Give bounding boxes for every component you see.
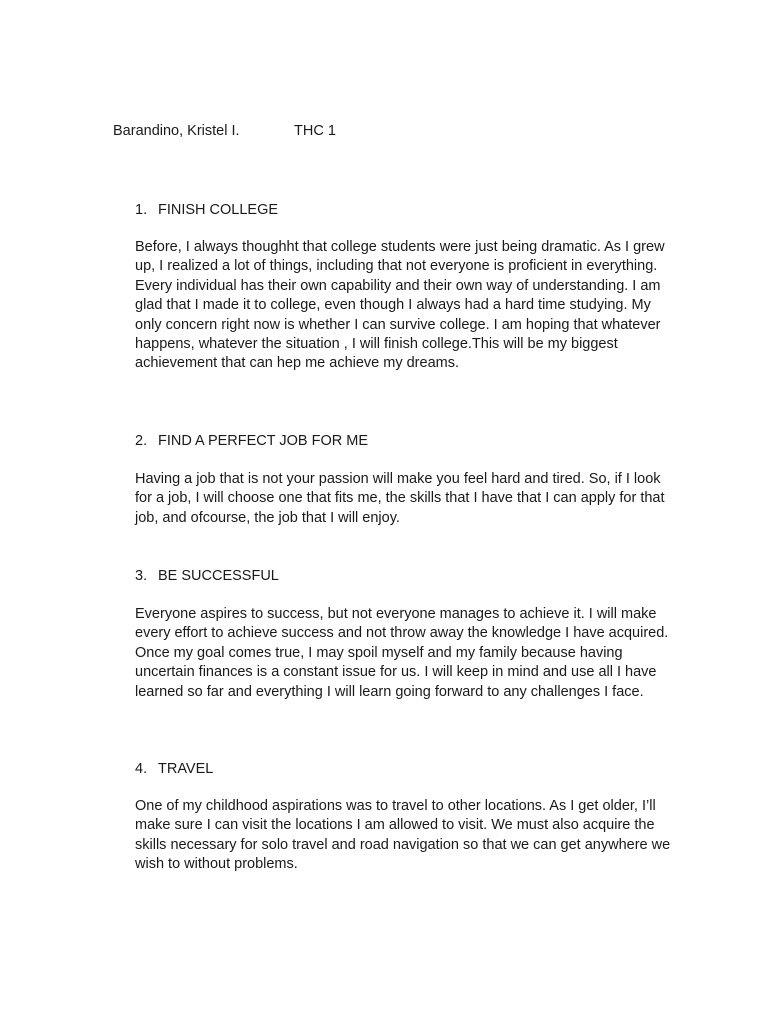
section-heading-travel [135, 760, 213, 779]
section-title: TRAVEL [158, 761, 214, 777]
section-title: FINISH COLLEGE [158, 202, 279, 218]
section-heading-be-successful [135, 567, 279, 586]
course-code: THC 1 [294, 123, 336, 139]
section-number: 2. [135, 433, 148, 449]
section-body-finish-college: Before, I always thoughht that college students were just being dramatic. As I grew up, I realized a lot of things, including that not everyone is proficient in everything. Every individual has their own capability and their own way of understanding. I am glad that I made it to college, even though I always had a hard time studying. My only concern right now is whether I can survive college. I am hoping that whatever happens, whatever the situation , I will finish college.This will be my biggest achievement that can hep me achieve my dreams. [135, 239, 665, 372]
section-body-travel: One of my childhood aspirations was to travel to other locations. As I get older, I’ll make sure I can visit the locations I am allowed to visit. We must also acquire the skills necessary for solo travel and road navigation so that we can get anywhere we wish to without problems. [135, 798, 671, 873]
document-header [113, 122, 336, 141]
section-title: FIND A PERFECT JOB FOR ME [158, 433, 369, 449]
section-body-be-successful: Everyone aspires to success, but not everyone manages to achieve it. I will make every effort to achieve success and not throw away the knowledge I have acquired. Once my goal comes true, I may spoil myself and my family because having uncertain finances is a constant issue for us. I will keep in mind and use all I have learned so far and everything I will learn going forward to any challenges I face. [135, 606, 669, 700]
student-name: Barandino, Kristel I. [113, 123, 240, 139]
section-heading-finish-college [135, 201, 278, 220]
section-number: 1. [135, 202, 148, 218]
section-body-find-job: Having a job that is not your passion will make you feel hard and tired. So, if I look for a job, I will choose one that fits me, the skills that I have that I can apply for that job, and ofcourse, the job that I will enjoy. [135, 471, 665, 526]
section-heading-find-job [135, 432, 368, 451]
section-number: 4. [135, 761, 148, 777]
section-title: BE SUCCESSFUL [158, 568, 279, 584]
section-number: 3. [135, 568, 148, 584]
